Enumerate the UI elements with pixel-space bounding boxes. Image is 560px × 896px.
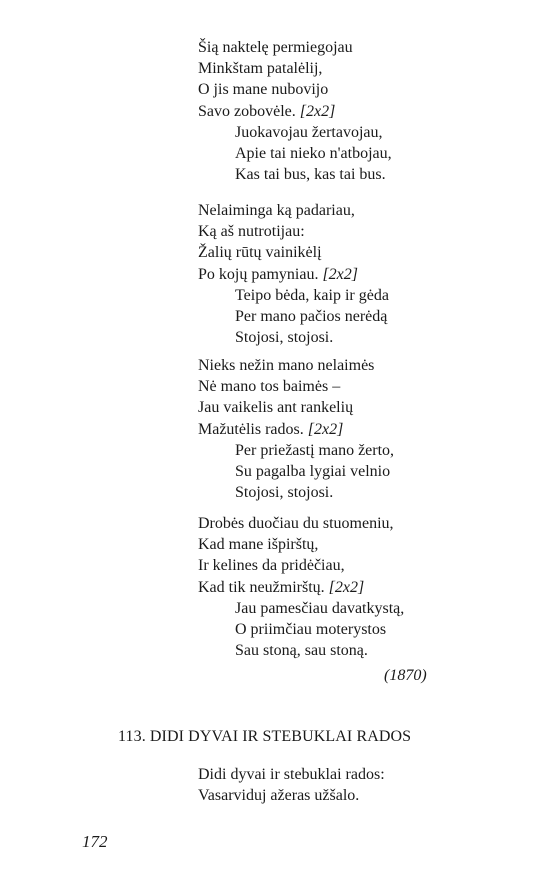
- line-text: Jau pamesčiau davatkystą,: [235, 599, 405, 617]
- refrain-line: [198, 164, 392, 185]
- verse-line: [198, 79, 392, 100]
- line-text: O jis mane nubovijo: [198, 81, 329, 99]
- verse-line: [198, 513, 404, 534]
- line-text: Savo zobovėle.: [198, 102, 300, 120]
- verse-line: [198, 200, 389, 221]
- poem-stanza-3: [198, 355, 394, 503]
- line-text: Apie tai nieko n'atbojau,: [235, 145, 392, 163]
- line-text: Stojosi, stojosi.: [235, 329, 334, 347]
- line-text: Didi dyvai ir stebuklai rados:: [198, 766, 385, 783]
- refrain-line: [198, 598, 404, 619]
- repeat-marker: [2x2]: [299, 102, 336, 120]
- verse-line: [198, 785, 385, 806]
- verse-line: [198, 242, 389, 263]
- line-text: Su pagalba lygiai velnio: [235, 463, 391, 481]
- repeat-marker: [2x2]: [328, 578, 365, 596]
- page-number: 172: [82, 832, 108, 851]
- line-text: Ir kelines da pridėčiau,: [198, 557, 345, 575]
- refrain-line: [198, 640, 404, 661]
- line-text: Nelaiminga ką padariau,: [198, 202, 355, 219]
- line-text: Nė mano tos baimės –: [198, 378, 341, 396]
- verse-line: [198, 534, 404, 555]
- refrain-line: [198, 285, 389, 306]
- refrain-line: [198, 619, 404, 640]
- line-text: Žalių rūtų vainikėlį: [198, 244, 322, 262]
- line-text: Ką aš nutrotijau:: [198, 223, 305, 241]
- verse-line: [198, 397, 394, 418]
- repeat-marker: [2x2]: [322, 265, 358, 283]
- line-text: Kad mane išpirštų,: [198, 536, 319, 554]
- verse-line: [198, 101, 392, 122]
- line-text: O priimčiau moterystos: [235, 621, 387, 639]
- verse-line: [198, 764, 385, 785]
- line-text: Po kojų pamyniau.: [198, 265, 323, 283]
- line-text: Per priežastį mano žerto,: [235, 441, 395, 459]
- line-text: Vasarviduj ažeras užšalo.: [198, 787, 360, 805]
- song-heading: 113. DIDI DYVAI IR STEBUKLAI RADOS: [118, 728, 412, 745]
- line-text: Jau vaikelis ant rankelių: [198, 399, 354, 417]
- poem-year: (1870): [384, 667, 427, 684]
- verse-line: [198, 37, 392, 58]
- refrain-line: [198, 482, 394, 503]
- refrain-line: [198, 306, 389, 327]
- refrain-line: [198, 461, 394, 482]
- line-text: Nieks nežin mano nelaimės: [198, 357, 375, 374]
- verse-line: [198, 577, 404, 598]
- verse-line: [198, 221, 389, 242]
- line-text: Kad tik neužmirštų.: [198, 578, 329, 596]
- verse-line: [198, 355, 394, 376]
- line-text: Teipo bėda, kaip ir gėda: [235, 286, 389, 304]
- repeat-marker: [2x2]: [307, 420, 344, 438]
- verse-line: [198, 555, 404, 576]
- line-text: Drobės duočiau du stuomeniu,: [198, 515, 394, 532]
- refrain-line: [198, 327, 389, 348]
- refrain-line: [198, 143, 392, 164]
- verse-line: [198, 58, 392, 79]
- line-text: Juokavojau žertavojau,: [235, 123, 383, 141]
- poem-stanza-4: [198, 513, 404, 661]
- verse-line: [198, 264, 389, 285]
- line-text: Per mano pačios nerėdą: [235, 308, 388, 326]
- refrain-line: [198, 440, 394, 461]
- line-text: Šią naktelę permiegojau: [198, 39, 353, 56]
- line-text: Kas tai bus, kas tai bus.: [235, 166, 386, 184]
- verse-line: [198, 419, 394, 440]
- poem-stanza-1: [198, 37, 392, 185]
- line-text: Sau stoną, sau stoną.: [235, 642, 368, 660]
- line-text: Minkštam patalėlij,: [198, 60, 323, 78]
- poem-stanza-2: [198, 200, 389, 348]
- line-text: Mažutėlis rados.: [198, 420, 308, 438]
- next-song-stanza: [198, 764, 385, 806]
- refrain-line: [198, 122, 392, 143]
- line-text: Stojosi, stojosi.: [235, 484, 334, 502]
- verse-line: [198, 376, 394, 397]
